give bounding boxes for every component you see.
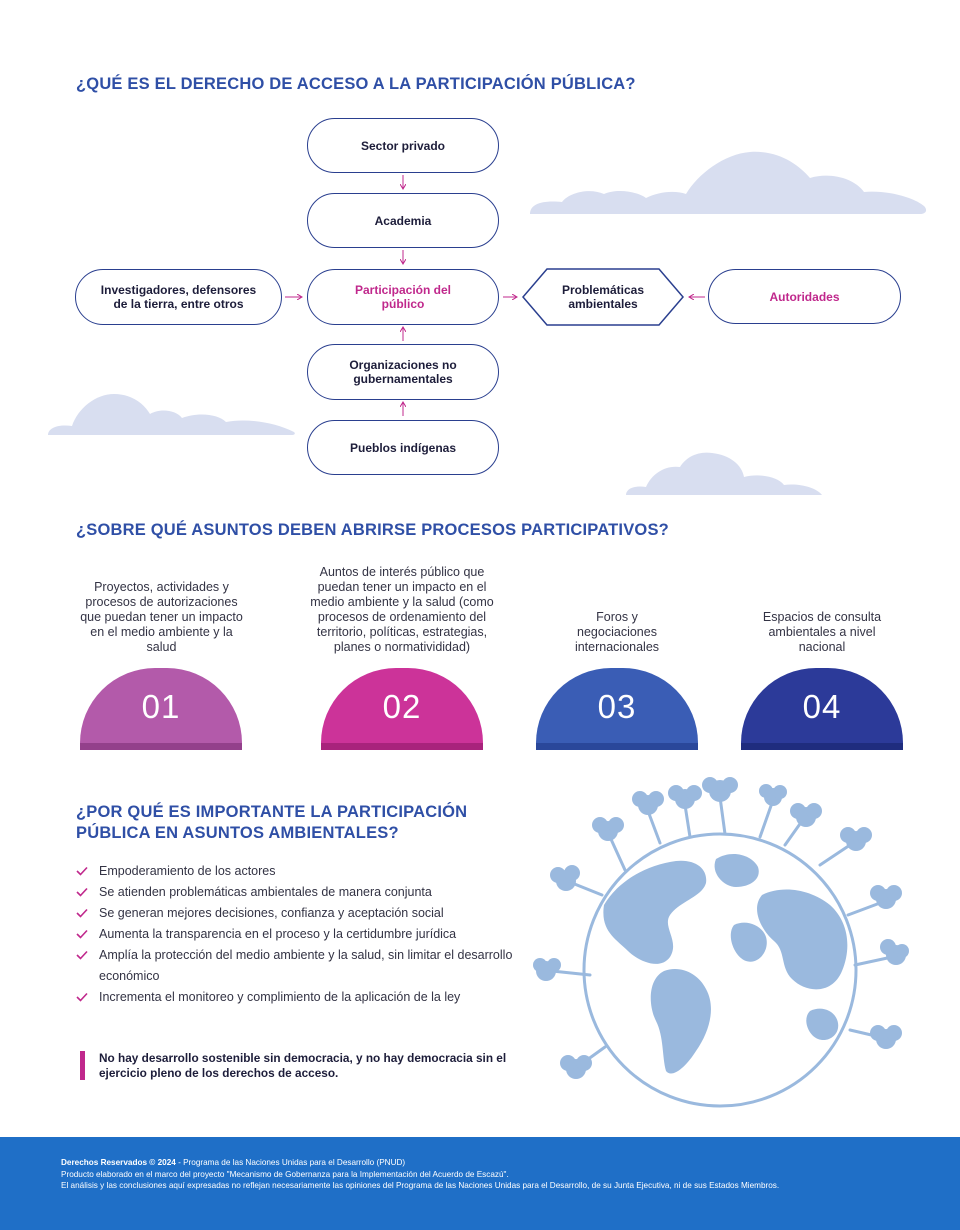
node-ong: Organizaciones no gubernamentales xyxy=(307,344,499,400)
topic-02-text: Auntos de interés público que puedan tener un impacto en el medio ambiente y la salud (como procesos de ordenamiento del territorio, políticas, estrategias, planes o normativididad) xyxy=(310,565,494,654)
node-problematicas: Problemáticas ambientales xyxy=(561,283,645,311)
footer-project: Producto elaborado en el marco del proyecto "Mecanismo de Gobernanza para la Implementación del Acuerdo de Escazú". xyxy=(61,1169,509,1179)
section3-title xyxy=(76,802,467,844)
benefits-list xyxy=(76,861,516,1008)
check-icon xyxy=(76,908,88,918)
list-item: Amplía la protección del medio ambiente y la salud, sin limitar el desarrollo económico xyxy=(76,945,516,987)
check-icon xyxy=(76,992,88,1002)
topic-04-text: Espacios de consulta ambientales a nivel nacional xyxy=(762,610,882,654)
check-icon xyxy=(76,950,88,960)
node-autoridades: Autoridades xyxy=(708,269,901,324)
topic-04-number: 04 xyxy=(802,688,842,725)
check-icon xyxy=(76,866,88,876)
section2-title: ¿SOBRE QUÉ ASUNTOS DEBEN ABRIRSE PROCESOS PARTICIPATIVOS? xyxy=(76,521,669,539)
list-item: Aumenta la transparencia en el proceso y la certidumbre jurídica xyxy=(76,924,516,945)
topic-01-dome xyxy=(80,668,242,750)
node-pueblos-indigenas: Pueblos indígenas xyxy=(307,420,499,475)
topic-01-text: Proyectos, actividades y procesos de autorizaciones que puedan tener un impacto en el medio ambiente y la salud xyxy=(80,580,243,654)
section3-title-line1: ¿POR QUÉ ES IMPORTANTE LA PARTICIPACIÓN xyxy=(76,803,468,821)
topic-03-number: 03 xyxy=(597,688,637,725)
quote-text: No hay desarrollo sostenible sin democracia, y no hay democracia sin el ejercicio pleno de los derechos de acceso. xyxy=(99,1051,507,1080)
topic-01-number: 01 xyxy=(141,688,181,725)
globe-icon xyxy=(530,775,910,1120)
node-academia: Academia xyxy=(307,193,499,248)
check-icon xyxy=(76,887,88,897)
footer-disclaimer: El análisis y las conclusiones aquí expresadas no reflejan necesariamente las opiniones del Programa de las Naciones Unidas para el Desarrollo, de su Junta Ejecutiva, ni de sus Estados Miembros. xyxy=(61,1181,780,1190)
node-participacion-publico: Participación del público xyxy=(307,269,499,325)
node-investigadores: Investigadores, defensores de la tierra, entre otros xyxy=(75,269,282,325)
list-item: Empoderamiento de los actores xyxy=(76,861,516,882)
section3-title-line2: PÚBLICA EN ASUNTOS AMBIENTALES? xyxy=(76,824,399,842)
topic-02-number: 02 xyxy=(382,688,422,725)
list-item: Incrementa el monitoreo y complimiento de la aplicación de la ley xyxy=(76,987,516,1008)
list-item: Se atienden problemáticas ambientales de manera conjunta xyxy=(76,882,516,903)
check-icon xyxy=(76,929,88,939)
topic-03-text: Foros y negociaciones internacionales xyxy=(574,610,660,654)
topic-02-dome xyxy=(321,668,483,750)
node-sector-privado: Sector privado xyxy=(307,118,499,173)
section1-title: ¿QUÉ ES EL DERECHO DE ACCESO A LA PARTICIPACIÓN PÚBLICA? xyxy=(76,75,636,93)
topic-04-dome xyxy=(741,668,903,750)
topic-03-dome xyxy=(536,668,698,750)
quote-bar xyxy=(80,1051,85,1080)
list-item: Se generan mejores decisiones, confianza y aceptación social xyxy=(76,903,516,924)
footer-rights: Derechos Reservados © 2024 - Programa de las Naciones Unidas para el Desarrollo (PNUD) xyxy=(61,1158,406,1167)
footer xyxy=(0,1137,960,1230)
